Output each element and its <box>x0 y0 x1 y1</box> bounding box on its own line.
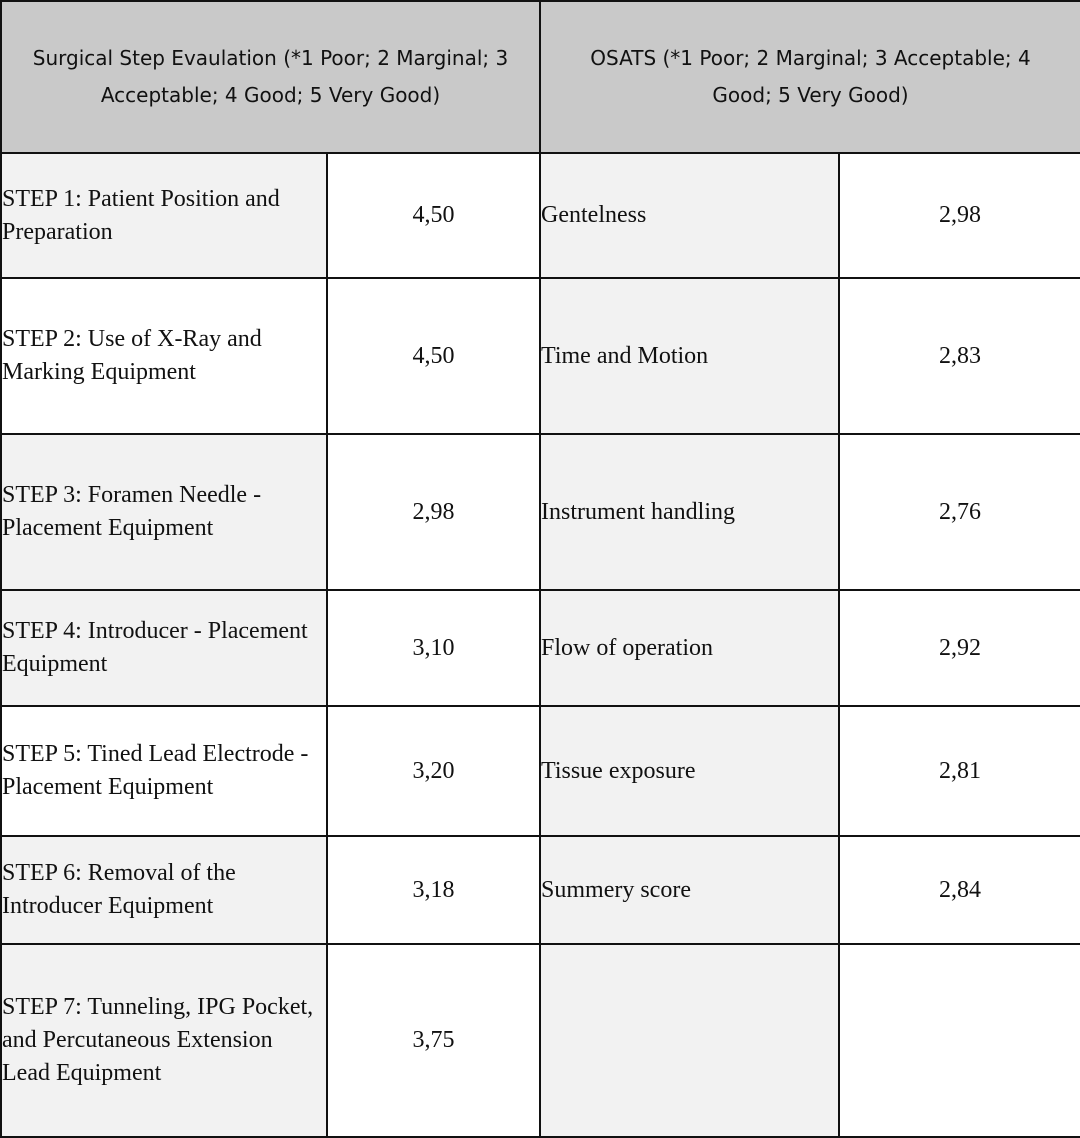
osats-label: Tissue exposure <box>540 706 839 836</box>
table-row <box>1 944 1080 1137</box>
step-score: 3,75 <box>327 944 540 1137</box>
osats-label: Gentelness <box>540 153 839 278</box>
surgical-step-header: Surgical Step Evaulation (*1 Poor; 2 Marginal; 3 Acceptable; 4 Good; 5 Very Good) <box>1 1 540 153</box>
osats-score: 2,92 <box>839 590 1080 706</box>
osats-score: 2,98 <box>839 153 1080 278</box>
table-row <box>1 836 1080 944</box>
osats-score: 2,83 <box>839 278 1080 434</box>
step-label: STEP 1: Patient Position and Preparation <box>1 153 327 278</box>
step-label: STEP 3: Foramen Needle - Placement Equipment <box>1 434 327 590</box>
osats-label: Instrument handling <box>540 434 839 590</box>
step-label: STEP 2: Use of X-Ray and Marking Equipment <box>1 278 327 434</box>
osats-label: Summery score <box>540 836 839 944</box>
table-row <box>1 153 1080 278</box>
osats-score: 2,76 <box>839 434 1080 590</box>
table-row <box>1 278 1080 434</box>
header-row <box>1 1 1080 153</box>
step-label: STEP 6: Removal of the Introducer Equipment <box>1 836 327 944</box>
osats-score: 2,81 <box>839 706 1080 836</box>
step-score: 3,10 <box>327 590 540 706</box>
step-score: 4,50 <box>327 278 540 434</box>
step-score: 2,98 <box>327 434 540 590</box>
table-row <box>1 434 1080 590</box>
osats-score <box>839 944 1080 1137</box>
table-row <box>1 706 1080 836</box>
osats-score: 2,84 <box>839 836 1080 944</box>
osats-header: OSATS (*1 Poor; 2 Marginal; 3 Acceptable; 4 Good; 5 Very Good) <box>540 1 1080 153</box>
step-score: 4,50 <box>327 153 540 278</box>
step-label: STEP 4: Introducer - Placement Equipment <box>1 590 327 706</box>
osats-label <box>540 944 839 1137</box>
step-score: 3,20 <box>327 706 540 836</box>
table-row <box>1 590 1080 706</box>
osats-label: Flow of operation <box>540 590 839 706</box>
step-label: STEP 7: Tunneling, IPG Pocket, and Percutaneous Extension Lead Equipment <box>1 944 327 1137</box>
osats-label: Time and Motion <box>540 278 839 434</box>
step-score: 3,18 <box>327 836 540 944</box>
step-label: STEP 5: Tined Lead Electrode - Placement Equipment <box>1 706 327 836</box>
